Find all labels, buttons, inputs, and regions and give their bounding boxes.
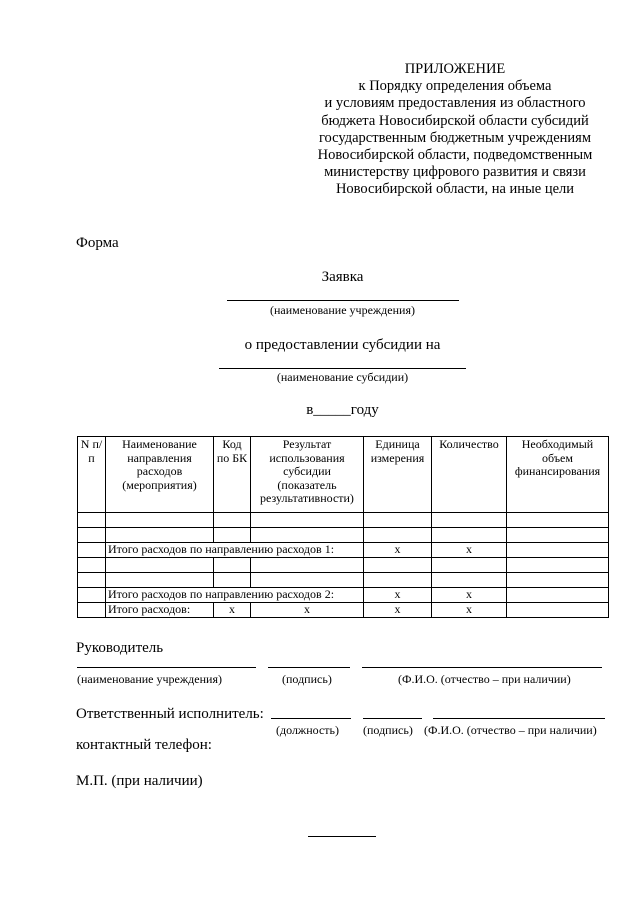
subsidy-table bbox=[77, 436, 609, 618]
institution-name-line bbox=[227, 300, 459, 301]
table-cell[interactable] bbox=[507, 588, 609, 603]
table-cell[interactable] bbox=[432, 528, 507, 543]
appendix-line: к Порядку определения объема bbox=[358, 78, 552, 95]
footer-divider bbox=[308, 836, 376, 837]
x-mark: x bbox=[432, 588, 507, 603]
head-signature-line[interactable] bbox=[268, 667, 350, 668]
table-cell[interactable] bbox=[78, 558, 106, 573]
total-all-label: Итого расходов: bbox=[106, 603, 214, 618]
x-mark: x bbox=[364, 588, 432, 603]
subsidy-name-line bbox=[219, 368, 466, 369]
appendix-line: государственным бюджетным учреждениям bbox=[318, 129, 592, 146]
header-financing: Необходимый объем финансирования bbox=[507, 437, 609, 513]
table-row-total-direction-2 bbox=[78, 588, 609, 603]
table-cell[interactable] bbox=[106, 528, 214, 543]
table-cell[interactable] bbox=[78, 513, 106, 528]
table-row-total-all bbox=[78, 603, 609, 618]
x-mark: x bbox=[251, 603, 364, 618]
appendix-block bbox=[300, 61, 610, 199]
responsible-signature-line[interactable] bbox=[363, 718, 422, 719]
header-unit: Единица измерения bbox=[364, 437, 432, 513]
responsible-label: Ответственный исполнитель: bbox=[76, 706, 264, 722]
table-row bbox=[78, 558, 609, 573]
total-direction-2-label: Итого расходов по направлению расходов 2: bbox=[106, 588, 364, 603]
table-cell[interactable] bbox=[214, 573, 251, 588]
table-row bbox=[78, 573, 609, 588]
header-number: N п/п bbox=[78, 437, 106, 513]
table-cell[interactable] bbox=[507, 543, 609, 558]
table-cell[interactable] bbox=[214, 528, 251, 543]
table-cell[interactable] bbox=[507, 513, 609, 528]
table-cell[interactable] bbox=[106, 513, 214, 528]
appendix-line: Новосибирской области, подведомственным bbox=[317, 147, 593, 164]
request-title: Заявка bbox=[321, 269, 364, 285]
table-cell[interactable] bbox=[214, 513, 251, 528]
stamp-label: М.П. (при наличии) bbox=[76, 773, 203, 789]
table-cell[interactable] bbox=[432, 558, 507, 573]
x-mark: x bbox=[364, 543, 432, 558]
appendix-line: бюджета Новосибирской области субсидий bbox=[321, 112, 589, 129]
table-row bbox=[78, 513, 609, 528]
appendix-line: Новосибирской области, на иные цели bbox=[335, 181, 575, 198]
header-direction: Наименование направления расходов (мероприятия) bbox=[106, 437, 214, 513]
table-header-row bbox=[78, 437, 609, 513]
appendix-line: министерству цифрового развития и связи bbox=[324, 164, 586, 181]
table-cell[interactable] bbox=[251, 528, 364, 543]
head-institution-caption: (наименование учреждения) bbox=[77, 672, 222, 686]
table-cell[interactable] bbox=[251, 558, 364, 573]
x-mark: x bbox=[214, 603, 251, 618]
appendix-title: ПРИЛОЖЕНИЕ bbox=[404, 61, 506, 77]
table-cell[interactable] bbox=[214, 558, 251, 573]
responsible-position-line[interactable] bbox=[271, 718, 351, 719]
table-cell[interactable] bbox=[364, 513, 432, 528]
head-institution-line[interactable] bbox=[77, 667, 256, 668]
appendix-line: и условиям предоставления из областного bbox=[324, 95, 586, 112]
x-mark: x bbox=[364, 603, 432, 618]
table-cell[interactable] bbox=[507, 558, 609, 573]
table-cell bbox=[78, 588, 106, 603]
table-cell bbox=[78, 603, 106, 618]
table-cell[interactable] bbox=[364, 573, 432, 588]
provision-text: о предоставлении субсидии на bbox=[244, 337, 441, 353]
table-cell bbox=[78, 543, 106, 558]
table-cell[interactable] bbox=[78, 573, 106, 588]
responsible-fio-caption: (Ф.И.О. (отчество – при наличии) bbox=[424, 723, 597, 737]
responsible-signature-caption: (подпись) bbox=[363, 723, 413, 737]
table-cell[interactable] bbox=[251, 513, 364, 528]
form-label: Форма bbox=[76, 235, 119, 251]
table-row-total-direction-1 bbox=[78, 543, 609, 558]
contact-phone-label: контактный телефон: bbox=[76, 737, 212, 753]
table-row bbox=[78, 528, 609, 543]
x-mark: x bbox=[432, 543, 507, 558]
header-quantity: Количество bbox=[432, 437, 507, 513]
x-mark: x bbox=[432, 603, 507, 618]
table-cell[interactable] bbox=[251, 573, 364, 588]
table-cell[interactable] bbox=[507, 528, 609, 543]
year-text: в_____году bbox=[306, 402, 379, 418]
head-fio-caption: (Ф.И.О. (отчество – при наличии) bbox=[398, 672, 571, 686]
head-label: Руководитель bbox=[76, 640, 164, 656]
total-direction-1-label: Итого расходов по направлению расходов 1: bbox=[106, 543, 364, 558]
table-cell[interactable] bbox=[507, 573, 609, 588]
header-bk-code: Код по БК bbox=[214, 437, 251, 513]
table-cell[interactable] bbox=[507, 603, 609, 618]
subsidy-caption: (наименование субсидии) bbox=[276, 370, 409, 384]
table-cell[interactable] bbox=[364, 558, 432, 573]
head-signature-caption: (подпись) bbox=[282, 672, 332, 686]
head-fio-line[interactable] bbox=[362, 667, 602, 668]
responsible-position-caption: (должность) bbox=[276, 723, 339, 737]
table-cell[interactable] bbox=[106, 558, 214, 573]
header-result: Результат использования субсидии (показатель результативности) bbox=[251, 437, 364, 513]
institution-caption: (наименование учреждения) bbox=[270, 303, 415, 317]
responsible-fio-line[interactable] bbox=[433, 718, 605, 719]
table-cell[interactable] bbox=[432, 573, 507, 588]
table-cell[interactable] bbox=[106, 573, 214, 588]
table-cell[interactable] bbox=[78, 528, 106, 543]
table-cell[interactable] bbox=[432, 513, 507, 528]
table-cell[interactable] bbox=[364, 528, 432, 543]
